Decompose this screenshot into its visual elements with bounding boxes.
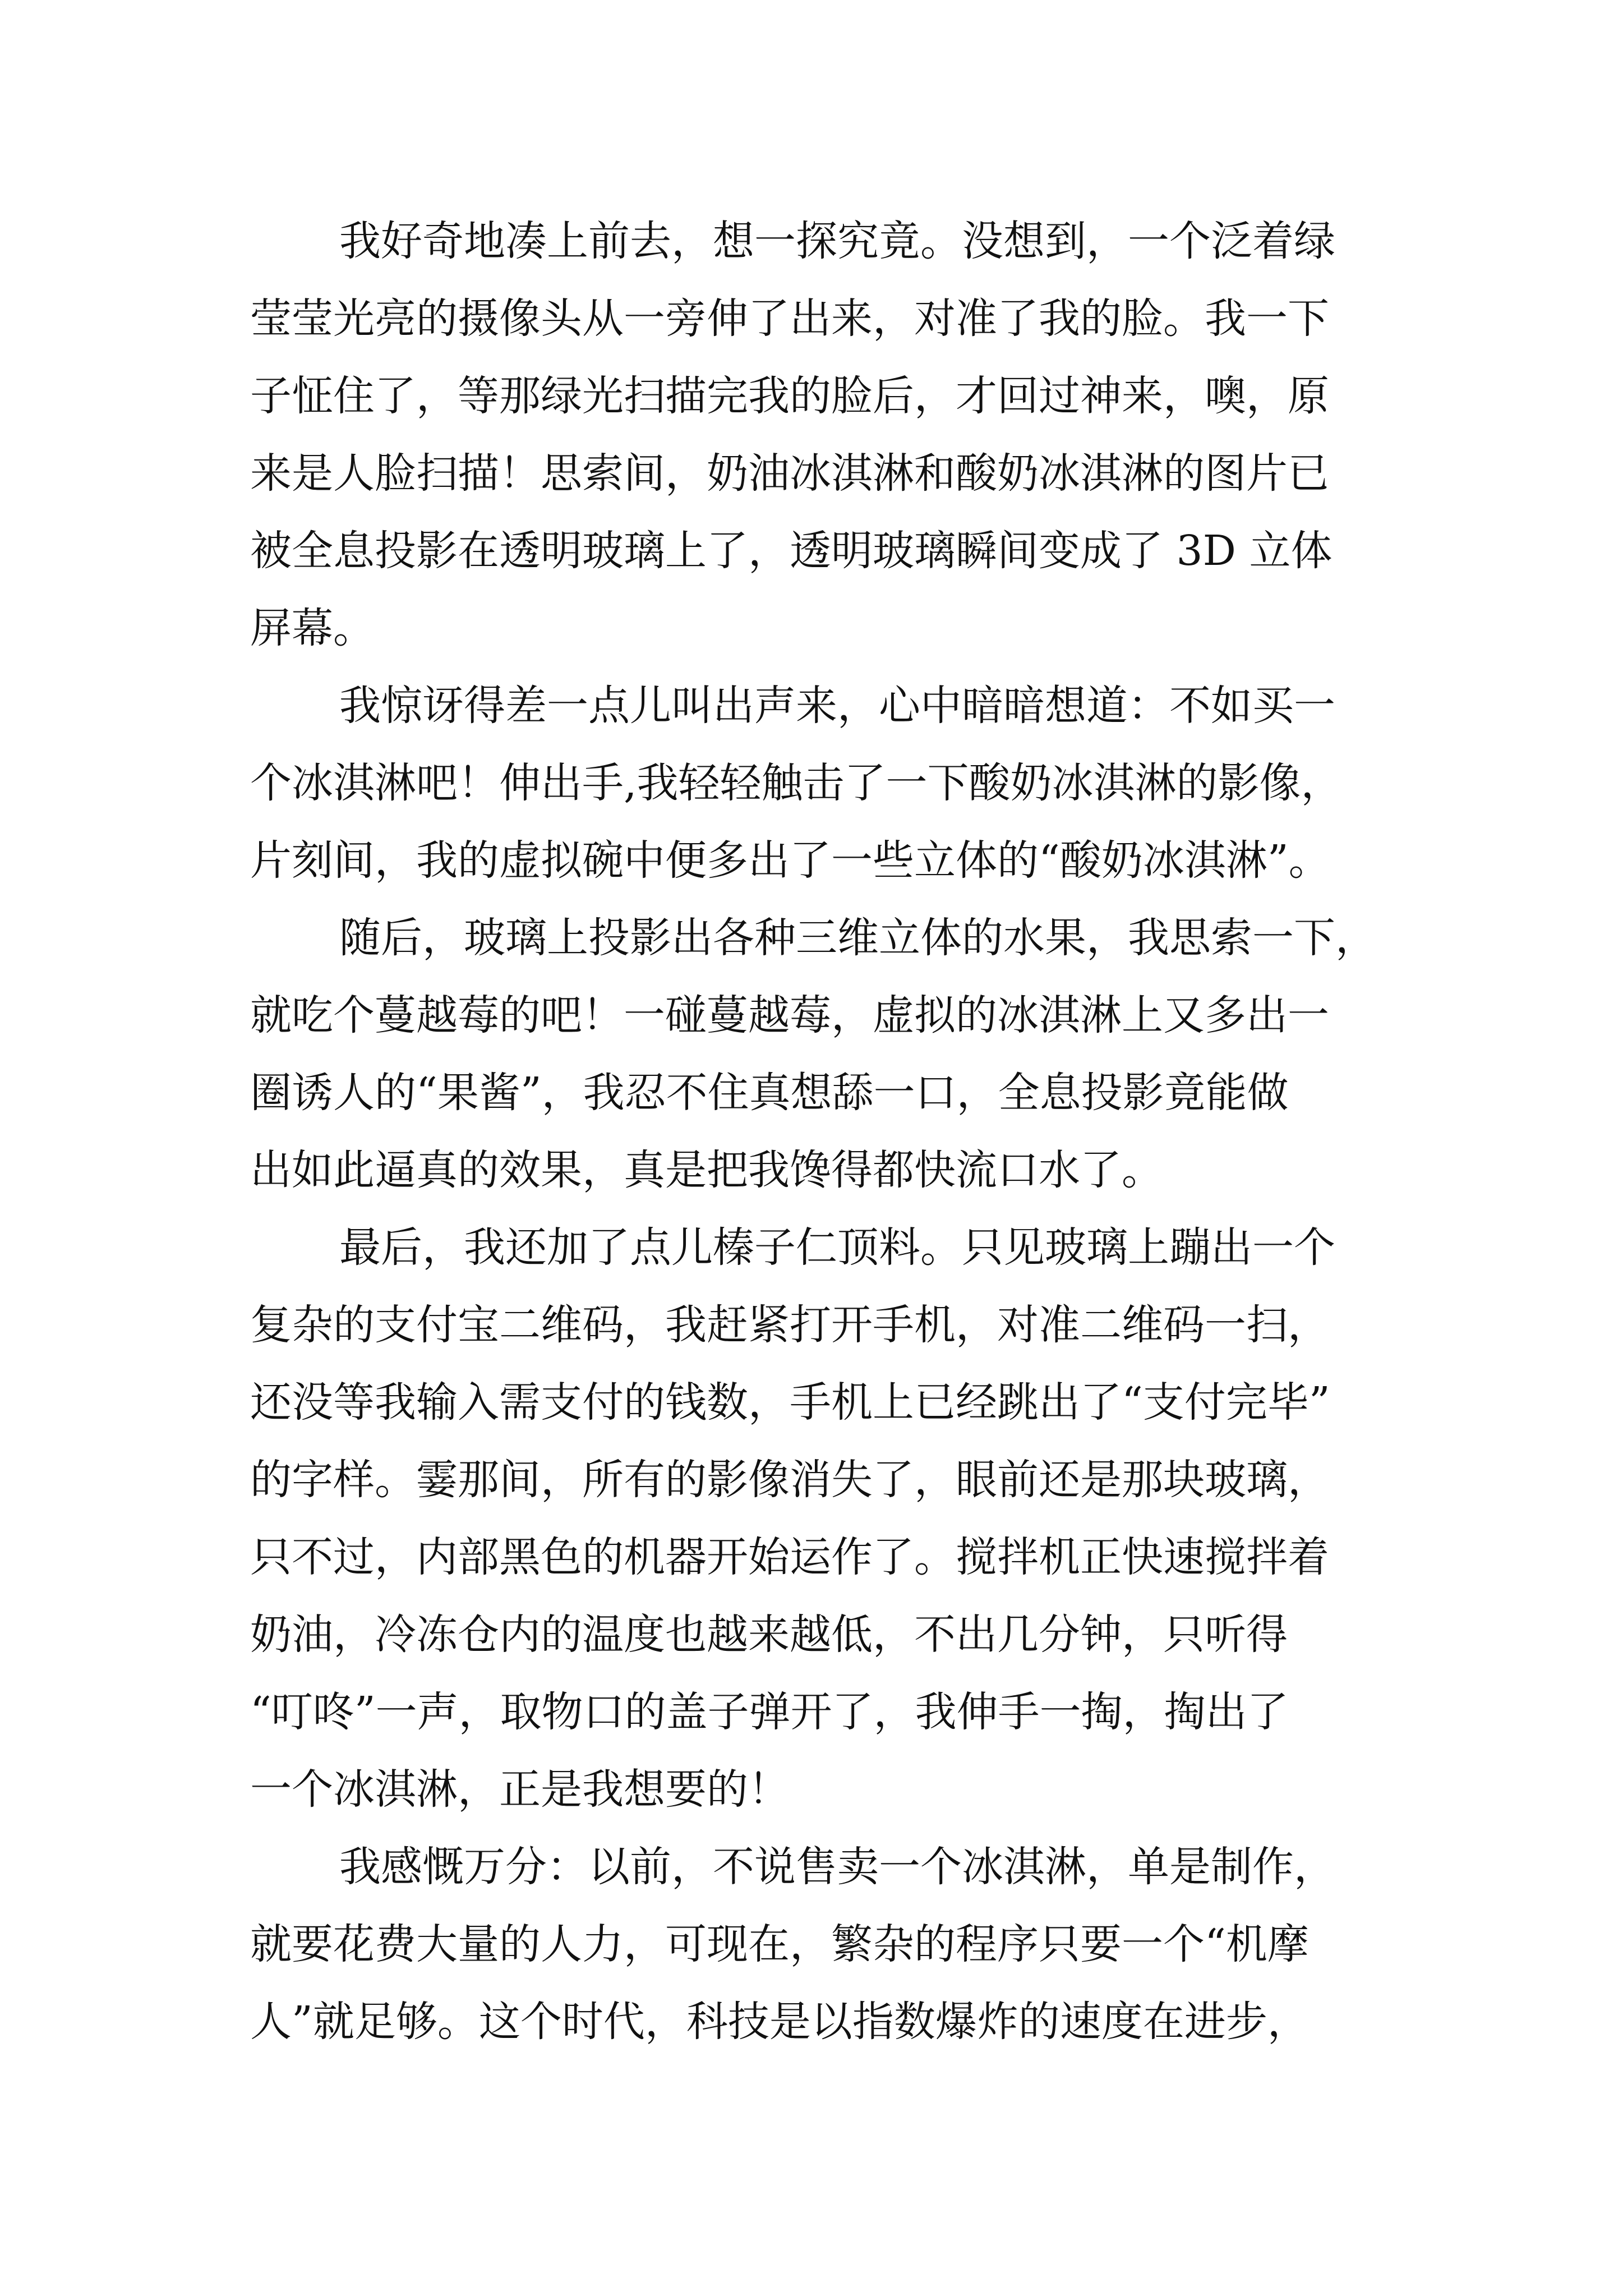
text-line: 出如此逼真的效果，真是把我馋得都快流口水了。 — [250, 1146, 1163, 1194]
text-line: 个冰淇淋吧！伸出手,我轻轻触击了一下酸奶冰淇淋的影像， — [250, 759, 1343, 807]
text-line: 就要花费大量的人力，可现在，繁杂的程序只要一个“机摩 — [250, 1920, 1309, 1968]
text-line: 还没等我输入需支付的钱数，手机上已经跳出了“支付完毕” — [250, 1378, 1330, 1427]
text-line: 我惊讶得差一点儿叫出声来，心中暗暗想道：不如买一 — [339, 682, 1335, 730]
text-line: 屏幕。 — [250, 604, 375, 652]
text-line: 圈诱人的“果酱”，我忍不住真想舔一口，全息投影竟能做 — [250, 1069, 1289, 1117]
text-line: 子怔住了，等那绿光扫描完我的脸后，才回过神来，噢，原 — [250, 372, 1329, 420]
text-line: 只不过，内部黑色的机器开始运作了。搅拌机正快速搅拌着 — [250, 1533, 1329, 1581]
text-line: 就吃个蔓越莓的吧！一碰蔓越莓，虚拟的冰淇淋上又多出一 — [250, 991, 1329, 1039]
text-line: 被全息投影在透明玻璃上了，透明玻璃瞬间变成了 3D 立体 — [250, 527, 1332, 575]
text-line: 人”就足够。这个时代，科技是以指数爆炸的速度在进步， — [250, 1998, 1309, 2046]
text-line: 我好奇地凑上前去，想一探究竟。没想到，一个泛着绿 — [339, 217, 1335, 265]
text-line: 一个冰淇淋，正是我想要的！ — [250, 1765, 790, 1814]
text-line: 随后，玻璃上投影出各种三维立体的水果，我思索一下， — [339, 914, 1377, 962]
text-line: 奶油，冷冻仓内的温度也越来越低，不出几分钟，只听得 — [250, 1611, 1288, 1659]
text-line: 莹莹光亮的摄像头从一旁伸了出来，对准了我的脸。我一下 — [250, 295, 1329, 343]
text-line: 最后，我还加了点儿榛子仁顶料。只见玻璃上蹦出一个 — [339, 1223, 1335, 1272]
text-line: “叮咚”一声，取物口的盖子弹开了，我伸手一掏，掏出了 — [250, 1688, 1289, 1736]
text-line: 我感慨万分：以前，不说售卖一个冰淇淋，单是制作， — [339, 1843, 1335, 1891]
text-line: 的字样。霎那间，所有的影像消失了，眼前还是那块玻璃， — [250, 1456, 1329, 1504]
text-line: 片刻间，我的虚拟碗中便多出了一些立体的“酸奶冰淇淋”。 — [250, 836, 1330, 885]
text-line: 来是人脸扫描！思索间，奶油冰淇淋和酸奶冰淇淋的图片已 — [250, 449, 1329, 498]
text-line: 复杂的支付宝二维码，我赶紧打开手机，对准二维码一扫， — [250, 1301, 1329, 1349]
